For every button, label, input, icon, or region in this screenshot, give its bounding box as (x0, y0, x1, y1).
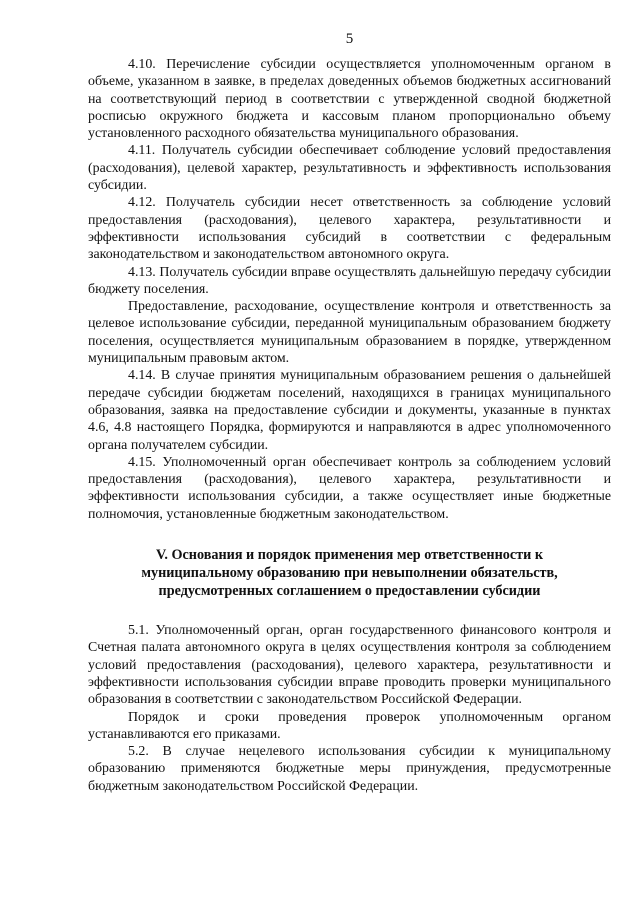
paragraph-5-1-continued: Порядок и сроки проведения проверок уполномоченным органом устанавливаются его приказами. (88, 709, 611, 742)
section-heading (88, 546, 611, 600)
page-number: 5 (345, 31, 354, 47)
paragraph-4-11: 4.11. Получатель субсидии обеспечивает соблюдение условий предоставления (расходования), целевой характер, результативность и эффективность использования субсидии. (88, 143, 611, 194)
paragraph-5-2: 5.2. В случае нецелевого использования субсидии к муниципальному образованию применяются бюджетные меры принуждения, предусмотренные бюджетным законодательством Российской Федерации. (88, 744, 611, 794)
paragraph-4-13-continued: Предоставление, расходование, осуществление контроля и ответственность за целевое использование субсидии, переданной муниципальным образованием бюджету поселения, осуществляется муниципальным образованием в порядке, утвержденном муниципальным правовым актом. (88, 299, 611, 367)
paragraph-4-10: 4.10. Перечисление субсидии осуществляется уполномоченным органом в объеме, указанном в заявке, в пределах доведенных объемов бюджетных ассигнований на соответствующий период в соответствии с утвержденной сводной бюджетной росписью окружного бюджета и кассовым планом пропорционально объему установленного расходного обязательства муниципального образования. (88, 57, 611, 142)
section-heading-line-3: предусмотренных соглашением о предоставлении субсидии (158, 583, 541, 600)
paragraph-4-12: 4.12. Получатель субсидии несет ответственность за соблюдение условий предоставления (расходования), целевого характера, результативности и эффективности использования субсидий в соответствии с федеральным законодательством и законодательством автономного округа. (88, 195, 611, 263)
paragraph-4-15: 4.15. Уполномоченный орган обеспечивает контроль за соблюдением условий предоставления (расходования), целевого характера, результативности и эффективности использования субсидии, а также осуществляет иные бюджетные полномочия, установленные бюджетным законодательством. (88, 454, 611, 522)
paragraph-4-13: 4.13. Получатель субсидии вправе осуществлять дальнейшую передачу субсидии бюджету поселения. (88, 264, 611, 297)
section-heading-line-1: V. Основания и порядок применения мер ответственности к (155, 547, 544, 564)
paragraph-4-14: 4.14. В случае принятия муниципальным образованием решения о дальнейшей передаче субсидии бюджетам поселений, находящихся в границах муниципального образования, заявка на предоставление субсидии и документы, указанные в пунктах 4.6, 4.8 настоящего Порядка, формируются и направляются в адрес уполномоченного органа получателем субсидии. (88, 368, 611, 453)
section-heading-line-2: муниципальному образованию при невыполнении обязательств, (141, 565, 558, 582)
paragraph-5-1: 5.1. Уполномоченный орган, орган государственного финансового контроля и Счетная палата автономного округа в целях осуществления контроля за соблюдением условий предоставления (расходования), целевого характера, результативности и эффективности использования субсидии вправе проводить проверки муниципального образования в соответствии с законодательством Российской Федерации. (88, 623, 611, 708)
document-page (88, 30, 611, 795)
